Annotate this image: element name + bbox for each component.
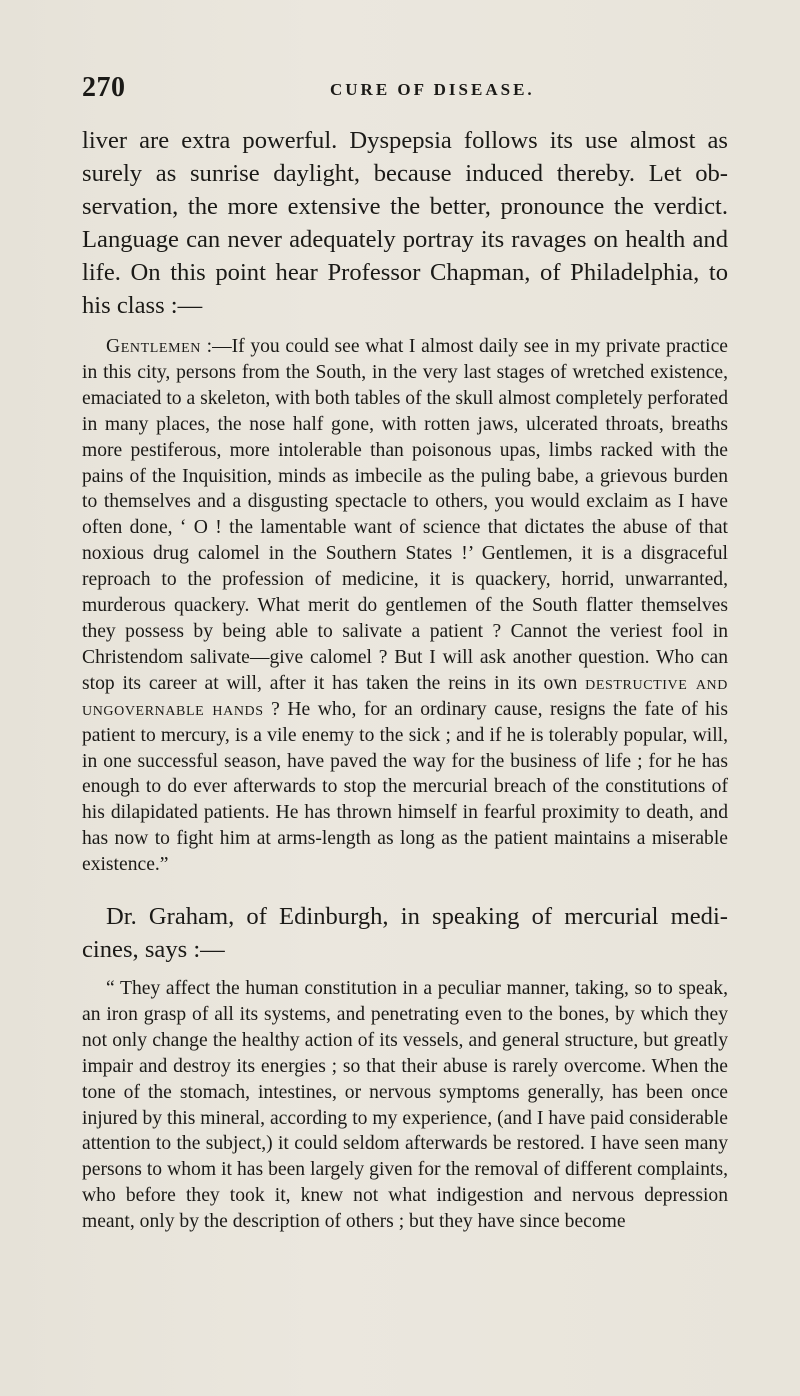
- paragraph-graham: Dr. Graham, of Edinburgh, in speaking of mercurial medicines, says :—: [82, 903, 728, 964]
- quote-graham: “ They affect the human constitution in a peculiar manner, taking, so to speak, an iron grasp of all its systems, and penetrating even to the bones, by which they not only change the healthy action of its vessels, and general structure, but greatly impair and destroy its energies ; so that their abuse is rarely overcome. When the tone of the stomach, intestines, or nervous symptoms generally, has been once injured by this mineral, according to my experience, (and I have paid considerable attention to the subject,) it could seldom afterwards be restored. I have seen many persons to whom it has been largely given for the removal of different complaints, who before they took it, knew not what indigestion and nervous depression meant, only by the description of others ; but they have since become: [82, 978, 728, 1233]
- running-head: CURE OF DISEASE.: [330, 80, 535, 99]
- quote-chapman-part-1: :—If you could see what I almost daily see in my private practice in this city, persons from the South, in the very last stages of wretched existence, emaciated to a skeleton, with both tables of the skull almost completely perforated in many places, the nose half gone, with rotten jaws, ulcerated throats, breaths more pestiferous, more intolerable than poisonous upas, limbs racked with the pains of the Inquisition, minds as imbecile as the puling babe, a grievous burden to themselves and a disgusting spectacle to others, you would exclaim as I have often done, ‘ O ! the lamentable want of science that dictates the abuse of that noxious drug calomel in the Southern States !’ Gentlemen, it is a disgraceful reproach to the profession of medicine, it is quackery, horrid, unwarranted, murderous quackery. What merit do gentlemen of the South flatter themselves they possess by being able to salivate a patient ? Cannot the veriest fool in Christendom salivate—give calomel ? But I will ask another question. Who can stop its career at will, after it has taken the reins in its own: [82, 336, 728, 694]
- page-header: [82, 72, 728, 112]
- page-number: 270: [82, 72, 126, 103]
- quote-chapman-part-2: ? He who, for an ordinary cause, resigns the fate of his patient to mercury, is a vile enemy to the sick ; and if he is tolerably popular, will, in one successful season, have paved the way for the business of life ; for he has enough to do ever afterwards to stop the mercurial breach of the constitutions of his dilapidated patients. He has thrown himself in fearful proximity to death, and has now to fight him at arms-length as long as the patient maintains a miserable existence.”: [82, 698, 729, 876]
- paragraph-intro: liver are extra powerful. Dyspepsia follows its use almost as surely as sunrise daylight, because induced thereby. Let observation, the more extensive the better, pronounce the verdict. Language can never adequately portray its ravages on health and life. On this point hear Professor Chapman, of Philadelphia, to his class :—: [82, 127, 728, 319]
- quote-chapman: [82, 334, 728, 878]
- quote-chapman-emphasis: destructive and ungovernable hands: [82, 672, 728, 720]
- quote-lead-gentlemen: Gentlemen: [106, 336, 201, 357]
